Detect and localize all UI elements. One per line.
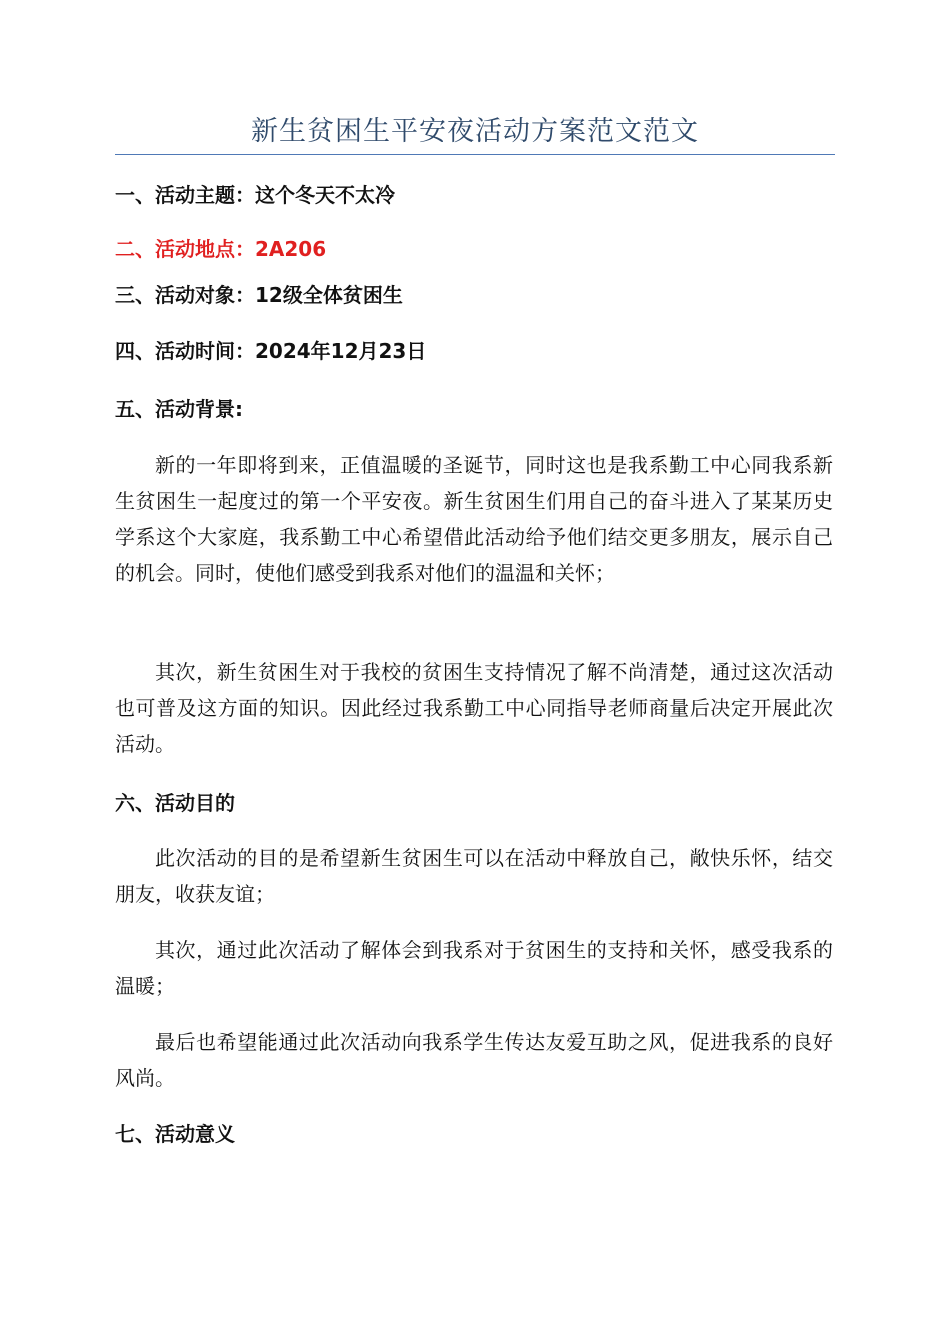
paragraph-purpose-3: 最后也希望能通过此次活动向我系学生传达友爱互助之风，促进我系的良好风尚。 (115, 1030, 833, 1090)
document-title: 新生贫困生平安夜活动方案范文范文 (251, 116, 699, 147)
section-heading-location: 二、活动地点：2A206 (115, 237, 327, 261)
section-heading-time: 四、活动时间：2024年12月23日 (115, 339, 427, 363)
section-heading-purpose: 六、活动目的 (115, 791, 235, 815)
title-underline (115, 154, 835, 155)
section-heading-significance: 七、活动意义 (115, 1122, 235, 1146)
paragraph-background-2: 其次，新生贫困生对于我校的贫困生支持情况了解不尚清楚，通过这次活动也可普及这方面的知识。因此经过我系勤工中心同指导老师商量后决定开展此次活动。 (115, 660, 833, 756)
section-heading-theme: 一、活动主题：这个冬天不太冷 (115, 183, 395, 207)
section-heading-audience: 三、活动对象：12级全体贫困生 (115, 283, 403, 307)
paragraph-purpose-2: 其次，通过此次活动了解体会到我系对于贫困生的支持和关怀，感受我系的温暖； (115, 938, 833, 998)
paragraph-purpose-1: 此次活动的目的是希望新生贫困生可以在活动中释放自己，敞快乐怀，结交朋友，收获友谊； (115, 846, 833, 906)
section-heading-background: 五、活动背景: (115, 397, 243, 421)
paragraph-background-1: 新的一年即将到来，正值温暖的圣诞节，同时这也是我系勤工中心同我系新生贫困生一起度过的第一个平安夜。新生贫困生们用自己的奋斗进入了某某历史学系这个大家庭，我系勤工中心希望借此活动给予他们结交更多朋友，展示自己的机会。同时，使他们感受到我系对他们的温温和关怀； (115, 453, 833, 585)
